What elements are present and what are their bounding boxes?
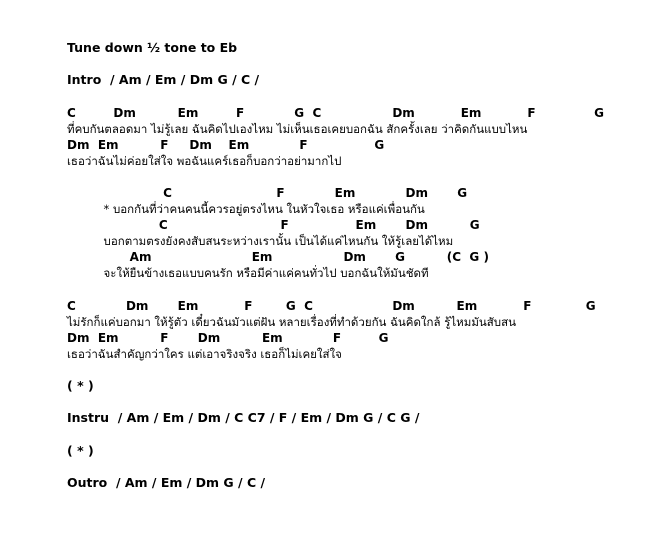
tuning-note: Tune down ½ tone to Eb (67, 40, 238, 55)
chorus-chords-1: C F Em Dm G (67, 186, 468, 200)
verse1-chords-1: C Dm Em F G C Dm Em F G (67, 106, 604, 120)
intro-line: Intro / Am / Em / Dm G / C / (67, 72, 260, 87)
repeat-chorus-1: ( * ) (67, 378, 94, 393)
instru-line: Instru / Am / Em / Dm / C C7 / F / Em / Dm G / C G / (67, 410, 420, 425)
verse1-lyric-2: เธอว่าฉันไม่ค่อยใส่ใจ พอฉันแคร์เธอก็บอกว่าอย่ามากไป (67, 154, 342, 168)
chorus-chords-2: C F Em Dm G (67, 218, 480, 232)
verse2-chords-2: Dm Em F Dm Em F G (67, 331, 389, 345)
repeat-chorus-2: ( * ) (67, 443, 94, 458)
verse1-lyric-1: ที่คบกันตลอดมา ไม่รู้เลย ฉันคิดไปเองไหม ไม่เห็นเธอเคยบอกฉัน สักครั้งเลย ว่าคิดกันแบบไหน (67, 122, 528, 136)
verse2-lyric-1: ไม่รักก็แค่บอกมา ให้รู้ตัว เดี๋ยวฉันมัวแต่ฝัน หลายเรื่องที่ทำด้วยกัน ฉันคิดใกล้ รู้ไหมมันสับสน (67, 315, 516, 329)
outro-line: Outro / Am / Em / Dm G / C / (67, 475, 266, 490)
chorus-lyric-2: บอกตามตรงยังคงสับสนระหว่างเรานั้น เป็นได้แค่ไหนกัน ให้รู้เลยได้ไหม (67, 234, 454, 248)
verse1-chords-2: Dm Em F Dm Em F G (67, 138, 385, 152)
chorus-lyric-1: * บอกกันที่ว่าคนคนนี้ควรอยู่ตรงไหน ในหัวใจเธอ หรือแค่เพื่อนกัน (67, 202, 425, 216)
chorus-chords-3: Am Em Dm G (C G ) (67, 250, 489, 264)
chorus-lyric-3: จะให้ยืนข้างเธอแบบคนรัก หรือมีค่าแค่คนทั่วไป บอกฉันให้มันชัดที (67, 266, 429, 280)
verse2-lyric-2: เธอว่าฉันสำคัญกว่าใคร แต่เอาจริงจริง เธอก็ไม่เคยใส่ใจ (67, 347, 342, 361)
verse2-chords-1: C Dm Em F G C Dm Em F G (67, 299, 596, 313)
